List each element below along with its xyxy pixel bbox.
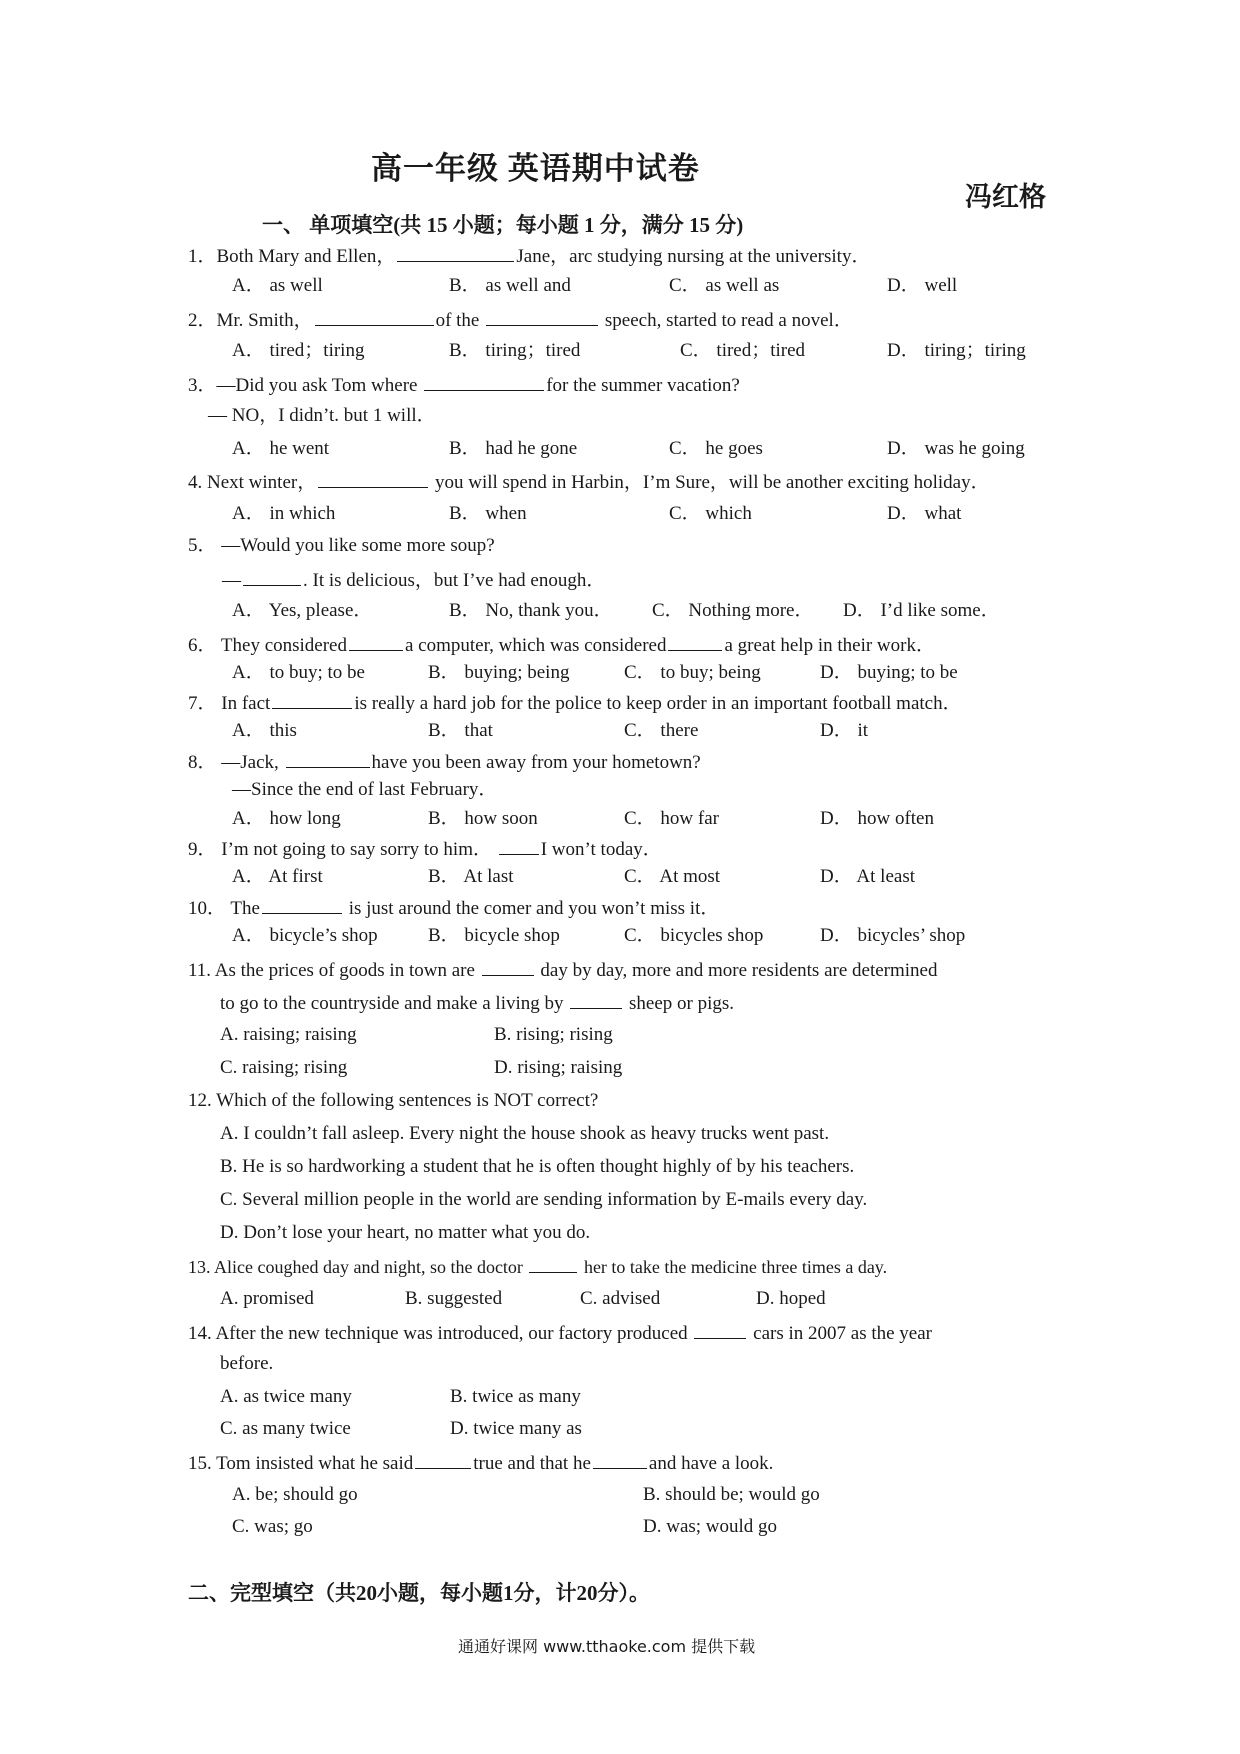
option-c: C. was; go (232, 1516, 313, 1537)
question-text: for the summer vacation? (546, 375, 740, 396)
question-text: a great help in their work． (724, 635, 935, 656)
option-a: A． to buy; to be (232, 662, 365, 683)
option-d: D. hoped (756, 1288, 826, 1309)
question-text: 7． In fact (188, 693, 271, 714)
option-a: A． Yes, please． (232, 600, 373, 621)
option-d: D． buying; to be (820, 662, 958, 683)
footer-source: 通通好课网 www.tthaoke.com 提供下载 (458, 1637, 756, 1656)
option-d: D． tiring；tiring (887, 340, 1026, 361)
question-text: 1．Both Mary and Ellen， (188, 246, 396, 267)
question-text: 6． They considered (188, 635, 347, 656)
author-name: 冯红格 (965, 182, 1046, 212)
question-2 (188, 307, 853, 333)
option-b: B． as well and (449, 275, 571, 296)
question-14 (188, 1320, 932, 1346)
question-text: Jane，arc studying nursing at the university． (516, 246, 871, 267)
question-14-line-2: before. (220, 1353, 274, 1374)
question-text: 15. Tom insisted what he said (188, 1453, 414, 1474)
option-a: A． this (232, 720, 297, 741)
option-b: B. rising; rising (494, 1024, 613, 1045)
question-text: and have a look. (648, 1453, 774, 1474)
question-text: sheep or pigs. (629, 993, 735, 1014)
option-d: D． bicycles’ shop (820, 925, 966, 946)
option-b: B． when (449, 503, 527, 524)
option-b: B． tiring；tired (449, 340, 581, 361)
question-text: her to take the medicine three times a day. (583, 1257, 888, 1277)
answer-blank (486, 307, 598, 326)
answer-blank (570, 990, 622, 1009)
answer-blank (262, 895, 342, 914)
question-text: 4. Next winter， (188, 472, 317, 493)
question-6 (188, 632, 935, 658)
option-b: B． buying; being (428, 662, 570, 683)
option-d: D. was; would go (643, 1516, 778, 1537)
option-d: D. rising; raising (494, 1057, 623, 1078)
question-10 (188, 895, 719, 921)
option-c: C． bicycles shop (624, 925, 764, 946)
question-5-reply (222, 567, 605, 593)
option-c: C． tired；tired (680, 340, 806, 361)
option-a: A． At first (232, 866, 323, 887)
option-a: A. as twice many (220, 1386, 352, 1407)
option-c: C． there (624, 720, 699, 741)
option-c: C． to buy; being (624, 662, 761, 683)
option-d: D． I’d like some． (843, 600, 1000, 621)
option-a: A． tired；tiring (232, 340, 365, 361)
question-text: speech, started to read a novel． (604, 310, 853, 331)
option-a: A． in which (232, 503, 336, 524)
question-text: 14. After the new technique was introduced, our factory produced (188, 1323, 688, 1344)
option-d: D． At least (820, 866, 915, 887)
question-8 (188, 749, 701, 775)
answer-blank (499, 836, 539, 855)
question-text: true and that he (473, 1453, 591, 1474)
option-d: D． what (887, 503, 962, 524)
option-a: A. be; should go (232, 1484, 358, 1505)
option-b: B． No, thank you． (449, 600, 613, 621)
answer-blank (272, 690, 352, 709)
answer-blank (415, 1450, 471, 1469)
answer-blank (529, 1254, 577, 1273)
question-text: — (222, 570, 241, 591)
option-b: B． how soon (428, 808, 538, 829)
question-text: 13. Alice coughed day and night, so the doctor (188, 1257, 523, 1277)
option-d: D． well (887, 275, 958, 296)
option-b: B． had he gone (449, 438, 578, 459)
question-text: of the (435, 310, 480, 331)
answer-blank (482, 957, 534, 976)
option-c: C． which (669, 503, 752, 524)
option-c: C． he goes (669, 438, 763, 459)
option-b: B． bicycle shop (428, 925, 560, 946)
option-b: B． that (428, 720, 493, 741)
option-d: D． was he going (887, 438, 1025, 459)
answer-blank (318, 469, 428, 488)
answer-blank (424, 372, 544, 391)
question-text: day by day, more and more residents are determined (540, 960, 938, 981)
option-b: B． At last (428, 866, 514, 887)
answer-blank (315, 307, 434, 326)
option-b: B. twice as many (450, 1386, 581, 1407)
question-text: I won’t today． (540, 839, 662, 860)
question-text: 11. As the prices of goods in town are (188, 960, 475, 981)
question-text: you will spend in Harbin，I’m Sure，will be another exciting holiday． (434, 472, 990, 493)
option-c: C． At most (624, 866, 721, 887)
option-c: C． as well as (669, 275, 780, 296)
option-c: C. raising; rising (220, 1057, 348, 1078)
question-8-reply: —Since the end of last February． (232, 779, 498, 800)
question-12: 12. Which of the following sentences is NOT correct? (188, 1090, 599, 1111)
option-a: A. promised (220, 1288, 314, 1309)
question-text: a computer, which was considered (405, 635, 667, 656)
question-5: 5． —Would you like some more soup? (188, 535, 495, 556)
option-b: B. He is so hardworking a student that he is often thought highly of by his teachers. (220, 1156, 855, 1177)
question-1 (188, 243, 870, 269)
option-d: D. Don’t lose your heart, no matter what you do. (220, 1222, 591, 1243)
answer-blank (694, 1320, 746, 1339)
option-c: C. as many twice (220, 1418, 351, 1439)
question-text: 8． —Jack, (188, 752, 279, 773)
question-text: 10． The (188, 898, 260, 919)
option-c: C. advised (580, 1288, 661, 1309)
question-text: to go to the countryside and make a living by (220, 993, 564, 1014)
question-text: is really a hard job for the police to keep order in an important football match． (354, 693, 962, 714)
question-7 (188, 690, 962, 716)
answer-blank (397, 243, 514, 262)
question-text: cars in 2007 as the year (753, 1323, 932, 1344)
option-a: A. I couldn’t fall asleep. Every night the house shook as heavy trucks went past. (220, 1123, 830, 1144)
question-3-reply: — NO，I didn’t. but 1 will． (208, 405, 436, 426)
question-text: . It is delicious，but I’ve had enough． (303, 570, 606, 591)
question-3 (188, 372, 740, 398)
option-a: A． he went (232, 438, 330, 459)
option-a: A． how long (232, 808, 341, 829)
option-d: D． how often (820, 808, 934, 829)
answer-blank (349, 632, 403, 651)
option-d: D. twice many as (450, 1418, 582, 1439)
option-b: B. should be; would go (643, 1484, 820, 1505)
question-text: 3．—Did you ask Tom where (188, 375, 418, 396)
question-11-line-2 (220, 990, 734, 1016)
question-text: is just around the comer and you won’t miss it． (348, 898, 720, 919)
option-c: C. Several million people in the world are sending information by E-mails every day. (220, 1189, 868, 1210)
option-a: A． as well (232, 275, 323, 296)
answer-blank (243, 567, 301, 586)
question-15 (188, 1450, 773, 1476)
question-13 (188, 1254, 887, 1279)
page-title: 高一年级 英语期中试卷 (371, 151, 700, 186)
question-11 (188, 957, 937, 983)
answer-blank (593, 1450, 647, 1469)
option-b: B. suggested (405, 1288, 503, 1309)
question-9 (188, 836, 662, 862)
answer-blank (668, 632, 722, 651)
section-2-heading: 二、完型填空（共20小题，每小题1分，计20分）。 (188, 1581, 650, 1605)
option-a: A. raising; raising (220, 1024, 357, 1045)
question-4 (188, 469, 990, 495)
question-text: 2．Mr. Smith， (188, 310, 313, 331)
option-d: D． it (820, 720, 869, 741)
option-c: C． Nothing more． (652, 600, 814, 621)
section-1-heading: 一、 单项填空(共 15 小题；每小题 1 分，满分 15 分) (262, 213, 744, 237)
option-a: A． bicycle’s shop (232, 925, 378, 946)
question-text: have you been away from your hometown? (371, 752, 701, 773)
question-text: 9． I’m not going to say sorry to him． (188, 839, 492, 860)
answer-blank (286, 749, 370, 768)
option-c: C． how far (624, 808, 719, 829)
